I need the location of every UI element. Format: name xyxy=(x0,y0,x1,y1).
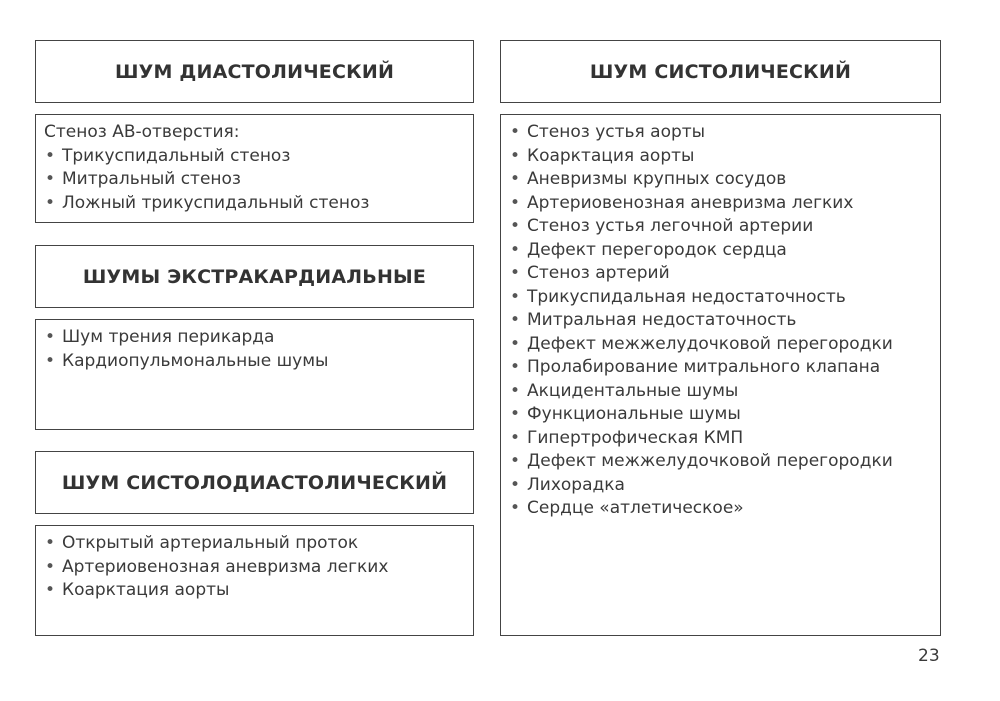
bullet-icon: • xyxy=(510,263,521,283)
bullet-icon: • xyxy=(510,216,521,236)
list-item xyxy=(509,497,940,521)
bullet-icon: • xyxy=(45,145,56,166)
list-item xyxy=(509,192,940,216)
extracardiac-header xyxy=(35,245,474,308)
list-item xyxy=(44,532,473,556)
list-item-text: Сердце «атлетическое» xyxy=(527,498,744,518)
list-item-text: Дефект межжелудочковой перегородки xyxy=(527,333,893,354)
systolic-title: ШУМ СИСТОЛИЧЕСКИЙ xyxy=(589,60,852,83)
list-item-text: Акцидентальные шумы xyxy=(527,380,739,401)
bullet-icon: • xyxy=(45,556,56,577)
bullet-icon: • xyxy=(510,498,521,518)
list-item xyxy=(509,309,940,333)
bullet-icon: • xyxy=(510,333,521,354)
bullet-icon: • xyxy=(510,169,521,189)
bullet-icon: • xyxy=(45,350,56,371)
list-item xyxy=(44,326,473,350)
list-item-text: Коарктация аорты xyxy=(62,580,230,600)
bullet-icon: • xyxy=(510,427,521,448)
list-item-text: Митральная недостаточность xyxy=(527,310,797,330)
list-item-text: Аневризмы крупных сосудов xyxy=(527,169,787,189)
list-item-text: Стеноз устья аорты xyxy=(527,122,706,142)
bullet-icon: • xyxy=(45,533,56,553)
systolic-list xyxy=(509,121,940,521)
bullet-icon: • xyxy=(510,357,521,377)
bullet-icon: • xyxy=(45,327,56,347)
list-item xyxy=(509,262,940,286)
list-item xyxy=(509,168,940,192)
bullet-icon: • xyxy=(510,451,521,471)
diastolic-title: ШУМ ДИАСТОЛИЧЕСКИЙ xyxy=(114,60,395,83)
systolic-header xyxy=(500,40,941,103)
extracardiac-list xyxy=(44,326,473,373)
diastolic-intro: Стеноз АВ-отверстия: xyxy=(44,122,240,142)
list-item-text: Коарктация аорты xyxy=(527,145,695,166)
systolodiastolic-title: ШУМ СИСТОЛОДИАСТОЛИЧЕСКИЙ xyxy=(61,471,448,494)
bullet-icon: • xyxy=(510,404,521,424)
systolodiastolic-content xyxy=(35,525,474,636)
list-item xyxy=(509,474,940,498)
list-item xyxy=(509,121,940,145)
list-item xyxy=(44,145,473,169)
bullet-icon: • xyxy=(45,169,56,189)
diastolic-list xyxy=(44,145,473,216)
list-item xyxy=(44,579,473,603)
list-item xyxy=(509,145,940,169)
bullet-icon: • xyxy=(510,380,521,401)
list-item-text: Артериовенозная аневризма легких xyxy=(62,556,389,577)
list-item xyxy=(509,215,940,239)
list-item-text: Трикуспидальная недостаточность xyxy=(527,286,846,307)
list-item xyxy=(509,427,940,451)
list-item xyxy=(44,192,473,216)
list-item-text: Кардиопульмональные шумы xyxy=(62,350,329,371)
list-item xyxy=(509,380,940,404)
systolodiastolic-header xyxy=(35,451,474,514)
bullet-icon: • xyxy=(45,192,56,213)
page-number: 23 xyxy=(918,646,940,666)
list-item-text: Ложный трикуспидальный стеноз xyxy=(62,192,370,213)
list-item xyxy=(44,350,473,374)
list-item-text: Артериовенозная аневризма легких xyxy=(527,192,854,213)
list-item-text: Дефект межжелудочковой перегородки xyxy=(527,451,893,471)
list-item xyxy=(44,556,473,580)
diastolic-content xyxy=(35,114,474,223)
list-item-text: Митральный стеноз xyxy=(62,169,241,189)
systolic-content xyxy=(500,114,941,636)
bullet-icon: • xyxy=(510,192,521,213)
bullet-icon: • xyxy=(510,122,521,142)
list-item-text: Шум трения перикарда xyxy=(62,327,275,347)
list-item-text: Открытый артериальный проток xyxy=(62,533,359,553)
list-item xyxy=(509,403,940,427)
list-item xyxy=(509,239,940,263)
diastolic-header xyxy=(35,40,474,103)
bullet-icon: • xyxy=(510,145,521,166)
list-item-text: Функциональные шумы xyxy=(527,404,741,424)
list-item xyxy=(509,286,940,310)
bullet-icon: • xyxy=(510,286,521,307)
list-item-text: Пролабирование митрального клапана xyxy=(527,357,881,377)
extracardiac-content xyxy=(35,319,474,430)
list-item-text: Дефект перегородок сердца xyxy=(527,239,787,260)
bullet-icon: • xyxy=(45,580,56,600)
extracardiac-title: ШУМЫ ЭКСТРАКАРДИАЛЬНЫЕ xyxy=(82,265,427,288)
list-item-text: Трикуспидальный стеноз xyxy=(62,145,291,166)
list-item-text: Гипертрофическая КМП xyxy=(527,427,744,448)
systolodiastolic-list xyxy=(44,532,473,603)
bullet-icon: • xyxy=(510,474,521,495)
bullet-icon: • xyxy=(510,239,521,260)
list-item xyxy=(509,450,940,474)
list-item-text: Лихорадка xyxy=(527,474,625,495)
list-item xyxy=(509,356,940,380)
list-item xyxy=(509,333,940,357)
list-item-text: Стеноз артерий xyxy=(527,263,670,283)
bullet-icon: • xyxy=(510,310,521,330)
list-item-text: Стеноз устья легочной артерии xyxy=(527,216,814,236)
list-item xyxy=(44,168,473,192)
